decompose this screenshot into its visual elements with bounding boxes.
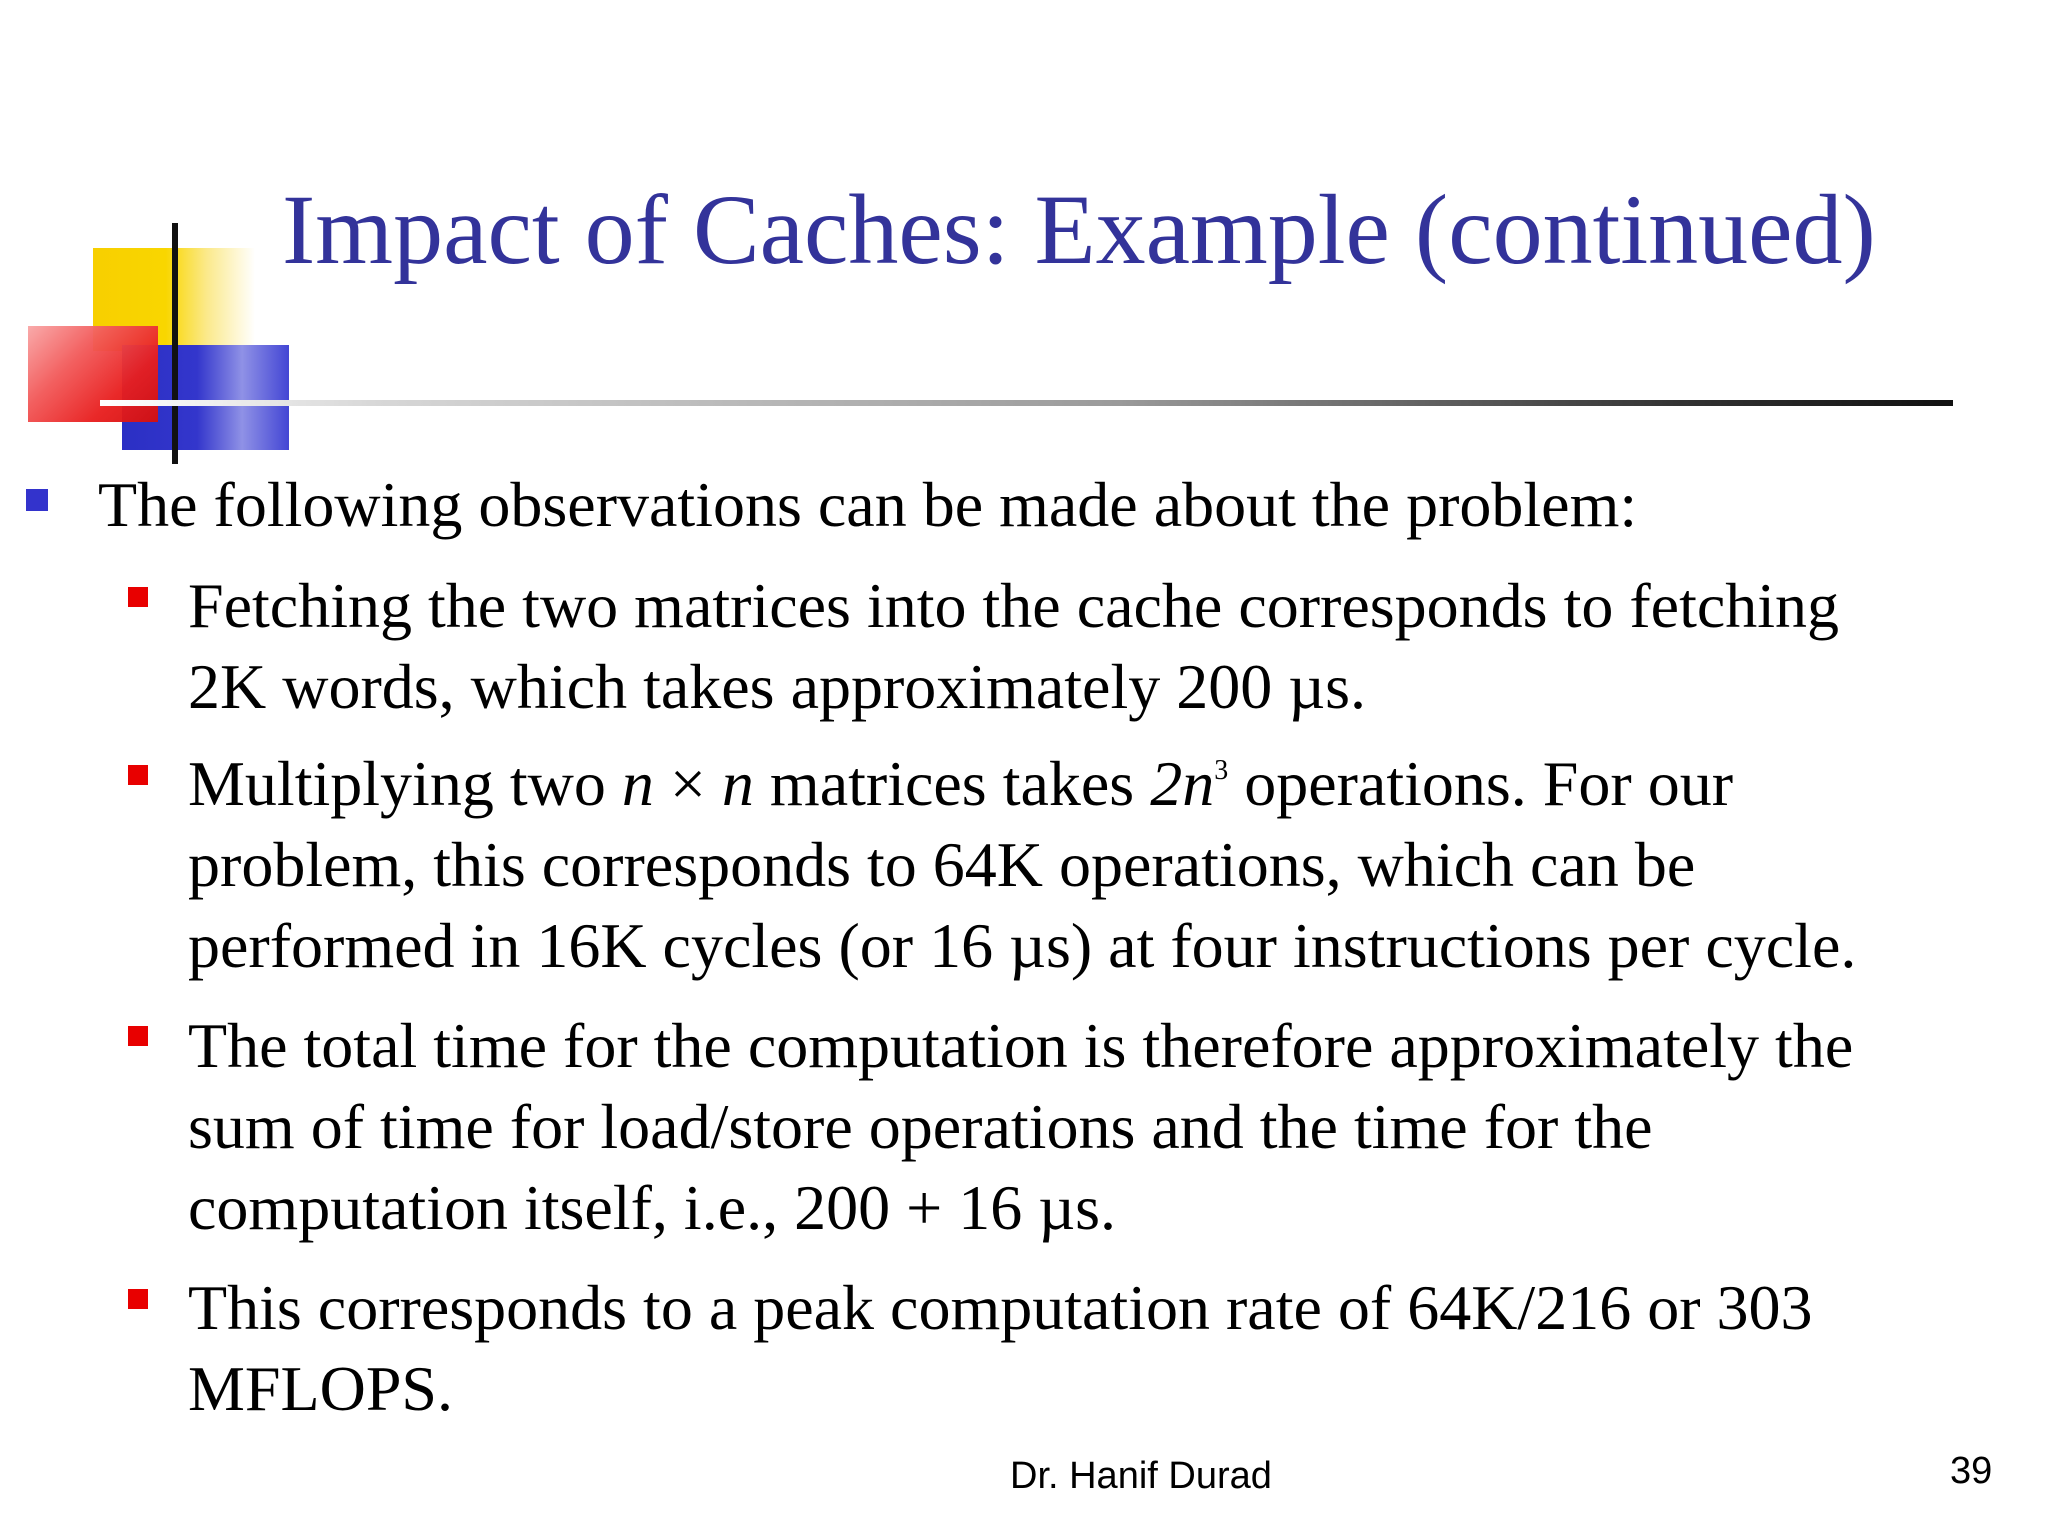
item-line: Fetching the two matrices into the cache corresponds to fetching — [188, 570, 1840, 641]
item-line: computation itself, i.e., 200 + 16 µs. — [188, 1172, 1116, 1243]
math-variable: n — [621, 748, 654, 819]
item-line: This corresponds to a peak computation rate of 64K/216 or 303 — [188, 1272, 1813, 1343]
level2-bullet — [128, 765, 148, 785]
item-line: 2K words, which takes approximately 200 µs. — [188, 651, 1366, 722]
list-item — [188, 743, 1988, 986]
item-line — [188, 743, 1988, 824]
superscript: 3 — [1214, 755, 1229, 786]
item-line: performed in 16K cycles (or 16 µs) at four instructions per cycle. — [188, 910, 1857, 981]
list-item — [188, 1267, 1988, 1429]
item-line: sum of time for load/store operations and the time for the — [188, 1091, 1653, 1162]
item-line: MFLOPS. — [188, 1353, 453, 1424]
math-expression: 2n — [1150, 748, 1215, 819]
math-variable: n — [721, 748, 754, 819]
title-underline — [100, 400, 1953, 406]
vertical-line-decoration — [172, 223, 178, 464]
text-run: Multiplying two — [188, 748, 622, 819]
item-line: problem, this corresponds to 64K operations, which can be — [188, 829, 1696, 900]
level1-bullet — [26, 489, 48, 511]
level2-bullet — [128, 587, 148, 607]
intro-text: The following observations can be made about the problem: — [98, 469, 1638, 540]
text-run: matrices takes — [753, 748, 1151, 819]
red-square-decoration — [28, 326, 158, 422]
level2-bullet — [128, 1289, 148, 1309]
list-item — [188, 565, 1988, 727]
page-number: 39 — [1950, 1450, 1993, 1492]
slide-title: Impact of Caches: Example (continued) — [282, 174, 1876, 285]
times-symbol: × — [653, 748, 722, 819]
text-run: operations. For our — [1228, 748, 1733, 819]
list-item — [188, 1005, 1988, 1248]
item-line: The total time for the computation is therefore approximately the — [188, 1010, 1854, 1081]
footer-author: Dr. Hanif Durad — [1010, 1455, 1272, 1497]
level2-bullet — [128, 1026, 148, 1046]
